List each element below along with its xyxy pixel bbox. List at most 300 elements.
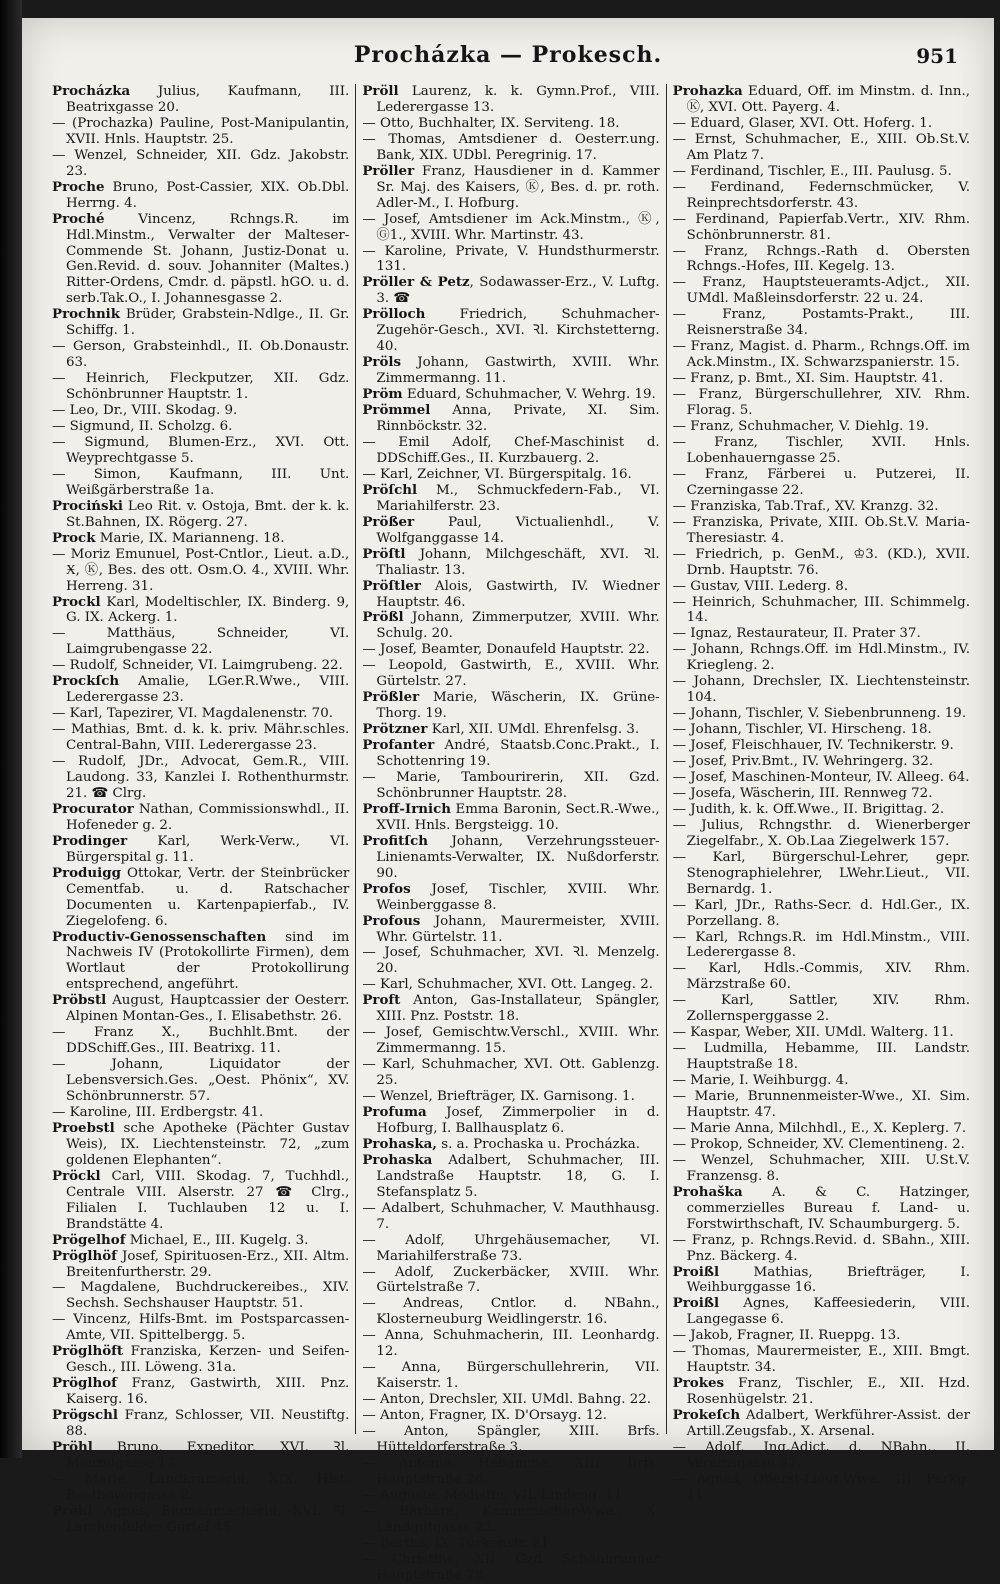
- entry-text: — Ferdinand, Papierfab.Vertr., XIV. Rhm. Schönbrunnerstr. 81.: [672, 211, 970, 243]
- directory-entry: [673, 579, 970, 595]
- entry-text: — Josef, Fleischhauer, IV. Technikerstr. 9.: [672, 738, 954, 754]
- entry-surname: Procházka: [52, 83, 131, 99]
- page-header: [22, 40, 994, 80]
- directory-entry: [52, 339, 349, 371]
- entry-surname: Profous: [362, 912, 421, 929]
- entry-text: Agnes, Kaffeesiederin, VIII. Langegasse 6.: [686, 1296, 970, 1328]
- directory-entry: [362, 1392, 659, 1408]
- directory-entry: [362, 993, 659, 1025]
- entry-text: — Franziska, Private, XIII. Ob.St.V. Maria-Theresiastr. 4.: [672, 514, 970, 546]
- entry-surname: Produigg: [52, 864, 121, 881]
- directory-entry: [52, 547, 349, 595]
- directory-entry: [52, 467, 349, 499]
- directory-entry: [673, 1296, 970, 1328]
- entry-surname: Prohaška: [672, 1183, 743, 1200]
- entry-text: — Marie, Landkrämerin, XIX. Hlst. Beethovengasse 2.: [52, 1471, 350, 1503]
- directory-entry: [362, 1025, 659, 1057]
- directory-entry: [52, 1025, 349, 1057]
- entry-text: Johann, Zimmerputzer, XVIII. Whr. Schulg. 20.: [376, 610, 660, 642]
- directory-entry: [362, 658, 659, 690]
- entry-text: Franziska, Kerzen- und Seifen-Gesch., III. Löweng. 31a.: [66, 1344, 350, 1376]
- entry-surname: Profanter: [362, 737, 435, 754]
- entry-text: Emma Baronin, Sect.R.-Wwe., XVII. Hnls. Bergsteigg. 10.: [376, 801, 660, 833]
- directory-entry: [52, 116, 349, 148]
- entry-surname: Pröhl: [52, 1439, 93, 1456]
- directory-entry: [362, 515, 659, 547]
- entry-text: — Sigmund, II. Scholzg. 6.: [52, 419, 233, 435]
- directory-entry: [362, 1424, 659, 1456]
- entry-text: — Friedrich, p. GenM., ♔3. (KD.), XVII. Drnb. Hauptstr. 76.: [672, 546, 970, 578]
- entry-text: Ottokar, Vertr. der Steinbrücker Cementfab. u. d. Ratschacher Documenten u. Kartenpapierfab., IV. Ziegelofeng. 6.: [66, 865, 350, 929]
- entry-text: Michael, E., III. Kugelg. 3.: [125, 1232, 309, 1248]
- directory-entry: [362, 387, 659, 403]
- directory-entry: [52, 1233, 349, 1249]
- entry-text: — Franz X., Buchhlt.Bmt. der DDSchiff.Ges., III. Beatrixg. 11.: [52, 1025, 350, 1057]
- directory-entry: [673, 626, 970, 642]
- entry-surname: Productiv-Genossenschaften: [52, 928, 267, 945]
- directory-entry: [673, 307, 970, 339]
- entry-text: — Josef, Priv.Bmt., IV. Wehringerg. 32.: [672, 754, 934, 770]
- directory-entry: [673, 898, 970, 930]
- entry-text: Franz, Schlosser, VII. Neustiftg. 88.: [66, 1408, 350, 1440]
- entry-text: — Karl, Schuhmacher, XVI. Ott. Langeg. 2.: [362, 977, 653, 993]
- entry-text: Alois, Gastwirth, IV. Wiedner Hauptstr. 46.: [376, 578, 660, 610]
- entry-text: — Adolf, Zuckerbäcker, XVIII. Whr. Gürtelstraße 7.: [362, 1264, 660, 1296]
- entry-surname: Proft: [362, 992, 401, 1009]
- directory-entry: [362, 307, 659, 355]
- entry-text: — Franz, p. Bmt., XI. Sim. Hauptstr. 41.: [672, 371, 944, 387]
- directory-entry: [673, 1137, 970, 1153]
- directory-entry: [362, 1153, 659, 1201]
- entry-surname: Prötzner: [362, 721, 428, 738]
- entry-text: — Magdalene, Buchdruckereibes., XIV. Sechsh. Sechshauser Hauptstr. 51.: [52, 1280, 350, 1312]
- entry-surname: Pröls: [362, 354, 402, 371]
- directory-entry: [52, 722, 349, 754]
- entry-text: Carl, VIII. Skodag. 7, Tuchhdl., Centrale VIII. Alserstr. 27 ☎ Clrg., Filialen I. Tuchlauben 12 u. I. Brandstätte 4.: [66, 1168, 350, 1232]
- page-number: 951: [916, 44, 958, 68]
- entry-text: — Marie Anna, Milchhdl., E., X. Keplerg. 7.: [672, 1120, 967, 1136]
- directory-entry: [52, 419, 349, 435]
- directory-entry: [52, 1105, 349, 1121]
- entry-text: — Karl, Hdls.-Commis, XIV. Rhm. Märzstraße 60.: [672, 961, 970, 993]
- entry-surname: Prock: [52, 529, 96, 546]
- directory-entry: [362, 1488, 659, 1504]
- entry-text: M., Schmuckfedern-Fab., VI. Mariahilferstr. 23.: [376, 482, 660, 514]
- entry-surname: Prölloch: [362, 306, 426, 323]
- directory-entry: [52, 1472, 349, 1504]
- directory-entry: [362, 132, 659, 164]
- entry-text: — Judith, k. k. Off.Wwe., II. Brigittag. 2.: [672, 801, 945, 817]
- entry-text: — Marie, Brunnenmeister-Wwe., XI. Sim. Hauptstr. 47.: [672, 1089, 970, 1120]
- entry-text: — Marie, I. Weihburgg. 4.: [672, 1073, 849, 1089]
- entry-text: — Ferdinand, Tischler, E., III. Paulusg. 5.: [672, 163, 952, 179]
- entry-text: sche Apotheke (Pächter Gustav Weis), IX. Liechtensteinstr. 72, „zum goldenen Elephanten“.: [66, 1120, 350, 1168]
- entry-text: — Moriz Emunuel, Post-Cntlor., Lieut. a.D., Ӿ, Ⓚ, Bes. des ott. Osm.O. 4., XVIII. Whr. Herreng. 31.: [52, 546, 350, 594]
- entry-text: — Karoline, Private, V. Hundsthurmerstr. 131.: [362, 243, 660, 275]
- entry-text: — Emil Adolf, Chef-Maschinist d. DDSchiff.Ges., II. Kurzbauerg. 2.: [362, 434, 660, 466]
- directory-entry: [52, 180, 349, 212]
- entry-text: Adalbert, Schuhmacher, III. Landstraße Hauptstr. 18, G. I. Stefansplatz 5.: [376, 1152, 660, 1200]
- directory-entry: [673, 1440, 970, 1472]
- directory-entry: [52, 1376, 349, 1408]
- entry-text: August, Hauptcassier der Oesterr. Alpinen Montan-Ges., I. Elisabethstr. 26.: [66, 993, 350, 1025]
- entry-surname: Prößler: [362, 689, 420, 706]
- directory-entry: [52, 499, 349, 531]
- entry-text: Josef, Tischler, XVIII. Whr. Weinberggasse 8.: [376, 881, 660, 913]
- entry-surname: Prokeſch: [672, 1407, 741, 1424]
- directory-entry: [52, 148, 349, 180]
- directory-entry: [52, 802, 349, 834]
- entry-text: — Josef, Schuhmacher, XVI. Ꝛl. Menzelg. 20.: [362, 945, 660, 977]
- directory-entry: [362, 435, 659, 467]
- entry-text: Vincenz, Rchngs.R. im Hdl.Minstm., Verwalter der Malteser-Commende St. Johann, Justiz-Donat u. Gen.Revid. d. souv. Johanniter (Maltes.) Ritter-Ordens, Cmdr. d. päpstl. hGO. u. d. serb.Tak.O., I. Johannesgasse 2.: [66, 211, 350, 307]
- entry-text: — Ludmilla, Hebamme, III. Landstr. Hauptstraße 18.: [672, 1041, 970, 1073]
- directory-entry: [362, 690, 659, 722]
- directory-entry: [362, 1057, 659, 1089]
- directory-entry: [362, 84, 659, 116]
- directory-entry: [673, 339, 970, 371]
- directory-entry: [362, 1328, 659, 1360]
- entry-text: — Franz, Hauptsteueramts-Adjct., XII. UMdl. Maßleinsdorferstr. 22 u. 24.: [672, 275, 970, 307]
- directory-entry: [673, 515, 970, 547]
- entry-text: — Karl, JDr., Raths-Secr. d. Hdl.Ger., IX. Porzellang. 8.: [672, 897, 970, 929]
- entry-text: Brüder, Grabstein-Ndlge., II. Gr. Schiffg. 1.: [66, 307, 350, 339]
- entry-surname: Pröm: [362, 386, 403, 403]
- directory-entry: [362, 1137, 659, 1153]
- directory-entry: [362, 467, 659, 483]
- entry-text: — Christine, XII. Gzd. Schönbrunner Hauptstraße 78.: [362, 1551, 660, 1583]
- entry-text: — Leo, Dr., VIII. Skodag. 9.: [52, 403, 238, 419]
- entry-surname: Prokes: [672, 1375, 725, 1392]
- entry-text: — Karoline, III. Erdbergstr. 41.: [52, 1105, 264, 1120]
- directory-entry: [52, 1312, 349, 1344]
- entry-text: sind im Nachweis IV (Protokollirte Firmen), dem Wortlaut der Protokollirung entsprechend, angeführt.: [66, 929, 350, 993]
- directory-entry: [362, 1408, 659, 1424]
- directory-entry: [673, 387, 970, 419]
- entry-text: — Wenzel, Schneider, XII. Gdz. Jakobstr. 23.: [52, 147, 350, 179]
- entry-text: André, Staatsb.Conc.Prakt., I. Schottenring 19.: [376, 738, 660, 770]
- entry-text: Josef, Zimmerpolier in d. Hofburg, I. Ballhausplatz 6.: [376, 1105, 660, 1136]
- entry-text: Bruno, Post-Cassier, XIX. Ob.Dbl. Herrng. 4.: [66, 179, 350, 211]
- directory-entry: [362, 977, 659, 993]
- directory-entry: [52, 1249, 349, 1281]
- entry-text: — Matthäus, Schneider, VI. Laimgrubengasse 22.: [52, 626, 350, 658]
- entry-text: — Vincenz, Hilfs-Bmt. im Postsparcassen-Amte, VII. Spittelbergg. 5.: [52, 1312, 350, 1344]
- entry-surname: Pröglhöft: [52, 1343, 124, 1360]
- directory-entry: [362, 882, 659, 914]
- entry-surname: Prohaska,: [362, 1135, 437, 1152]
- entry-surname: Pröſtl: [362, 545, 406, 562]
- entry-text: Leo Rit. v. Ostoja, Bmt. der k. k. St.Bahnen, IX. Rögerg. 27.: [66, 498, 350, 530]
- entry-text: Karl, Werk-Verw., VI. Bürgerspital g. 11.: [66, 833, 350, 865]
- entry-text: — Karl, Tapezirer, VI. Magdalenenstr. 70.: [52, 706, 333, 722]
- entry-text: Laurenz, k. k. Gymn.Prof., VIII. Lederergasse 13.: [376, 84, 660, 115]
- directory-entry: [673, 419, 970, 435]
- entry-text: — Anton, Spängler, XIII. Brfs. Hütteldorferstraße 3.: [362, 1424, 660, 1456]
- directory-columns: [46, 83, 976, 1583]
- directory-entry: [673, 244, 970, 276]
- directory-entry: [52, 595, 349, 627]
- directory-entry: [52, 866, 349, 930]
- directory-entry: [52, 435, 349, 467]
- entry-text: Bruno, Expeditor, XVI. Ꝛl. Menzelgasse 17.: [66, 1440, 350, 1471]
- directory-entry: [673, 467, 970, 499]
- entry-surname: Pröglhof: [52, 1375, 117, 1392]
- directory-entry: [673, 961, 970, 993]
- directory-entry: [362, 1089, 659, 1105]
- entry-text: — Wenzel, Briefträger, IX. Garnisong. 1.: [362, 1089, 635, 1105]
- directory-entry: [673, 435, 970, 467]
- entry-text: — Anton, Drechsler, XII. UMdl. Bahng. 22.: [362, 1392, 651, 1408]
- entry-text: , Sodawasser-Erz., V. Luftg. 3. ☎: [376, 275, 660, 307]
- entry-text: — Josefa, Wäscherin, III. Rennweg 72.: [672, 785, 933, 801]
- entry-text: — Heinrich, Schuhmacher, III. Schimmelg. 14.: [672, 594, 970, 626]
- entry-text: — Franz, Magist. d. Pharm., Rchngs.Off. im Ack.Minstm., IX. Schwarzspanierstr. 15.: [672, 339, 970, 371]
- entry-text: — Agnes, Oberst-Lieut.Wwe., III. Parkg. 11.: [672, 1471, 970, 1503]
- directory-entry: [673, 1408, 970, 1440]
- entry-text: — Anton, Fragner, IX. D'Orsayg. 12.: [362, 1408, 608, 1424]
- directory-entry: [673, 1041, 970, 1073]
- column-middle: [355, 83, 665, 1583]
- entry-text: Johann, Milchgeschäft, XVI. Ꝛl. Thaliastr. 13.: [376, 546, 660, 578]
- entry-text: — Leopold, Gastwirth, E., XVIII. Whr. Gürtelstr. 27.: [362, 658, 660, 690]
- entry-surname: Pröckl: [52, 1167, 101, 1184]
- entry-text: s. a. Prochaska u. Procházka.: [436, 1136, 641, 1152]
- entry-text: — Gustav, VIII. Lederg. 8.: [672, 578, 848, 594]
- directory-entry: [673, 499, 970, 515]
- directory-entry: [362, 738, 659, 770]
- entry-surname: Prögschl: [52, 1407, 118, 1424]
- entry-surname: Prößer: [362, 513, 415, 530]
- directory-entry: [673, 164, 970, 180]
- entry-text: — Franz, Postamts-Prakt., III. Reisnerstraße 34.: [672, 307, 970, 339]
- directory-entry: [673, 1344, 970, 1376]
- entry-text: — Karl, Rchngs.R. im Hdl.Minstm., VIII. Lederergasse 8.: [672, 929, 970, 961]
- entry-surname: Pröſchl: [362, 481, 418, 498]
- entry-text: — Julius, Rchngsthr. d. Wienerberger Ziegelfabr., X. Ob.Laa Ziegelwerk 157.: [672, 817, 970, 849]
- entry-text: — Eduard, Glaser, XVI. Ott. Hoferg. 1.: [672, 115, 933, 131]
- entry-text: — Anna, Bürgerschullehrerin, VII. Kaiserstr. 1.: [362, 1360, 660, 1392]
- directory-entry: [52, 531, 349, 547]
- entry-text: — Josef, Amtsdiener im Ack.Minstm., Ⓚ, Ⓖ1., XVIII. Whr. Martinstr. 43.: [362, 211, 660, 243]
- entry-surname: Pröller: [362, 162, 415, 179]
- directory-entry: [52, 307, 349, 339]
- entry-surname: Prochnik: [52, 306, 121, 323]
- directory-entry: [52, 993, 349, 1025]
- entry-text: Mathias, Briefträger, I. Weihburggasse 16.: [686, 1264, 970, 1296]
- directory-entry: [362, 212, 659, 244]
- directory-entry: [673, 180, 970, 212]
- directory-entry: [52, 1169, 349, 1233]
- directory-entry: [362, 579, 659, 611]
- directory-entry: [673, 818, 970, 850]
- directory-entry: [52, 1504, 349, 1536]
- directory-entry: [362, 914, 659, 946]
- directory-entry: [362, 483, 659, 515]
- entry-text: — Sigmund, Blumen-Erz., XVI. Ott. Weyprechtgasse 5.: [52, 434, 350, 466]
- entry-text: Friedrich, Schuhmacher-Zugehör-Gesch., XVI. Ꝛl. Kirchstetterng. 40.: [376, 307, 660, 355]
- entry-text: — Otto, Buchhalter, IX. Serviteng. 18.: [362, 115, 620, 131]
- entry-surname: Pröller & Petz: [362, 274, 470, 291]
- directory-entry: [362, 547, 659, 579]
- entry-text: Karl, XII. UMdl. Ehrenfelsg. 3.: [427, 722, 640, 738]
- entry-surname: Proißl: [672, 1263, 720, 1280]
- directory-entry: [52, 1440, 349, 1472]
- directory-entry: [362, 945, 659, 977]
- directory-entry: [362, 275, 659, 307]
- entry-text: — Bertha, IX. Türkenstr. 21.: [362, 1535, 554, 1551]
- directory-entry: [673, 371, 970, 387]
- entry-text: — Barbara, Kammmacher-Wwe., X. Landgutgasse 22.: [362, 1503, 660, 1535]
- entry-text: — Josef, Gemischtw.Verschl., XVIII. Whr. Zimmermanng. 15.: [362, 1025, 660, 1057]
- entry-text: Adalbert, Werkführer-Assist. der Artill.Zeugsfab., X. Arsenal.: [686, 1408, 970, 1440]
- directory-entry: [673, 1185, 970, 1233]
- entry-text: Karl, Modeltischler, IX. Binderg. 9, G. IX. Ackerg. 1.: [66, 594, 350, 626]
- entry-surname: Prodinger: [52, 832, 128, 849]
- directory-entry: [673, 547, 970, 579]
- entry-text: — Wenzel, Schuhmacher, XIII. U.St.V. Franzensg. 8.: [672, 1152, 970, 1184]
- entry-text: — Anna, Schuhmacherin, III. Leonhardg. 12.: [362, 1328, 660, 1360]
- entry-surname: Proff-Irnich: [362, 800, 451, 817]
- directory-entry: [52, 930, 349, 994]
- entry-text: — Johann, Drechsler, IX. Liechtensteinstr. 104.: [672, 674, 970, 706]
- entry-surname: Prömmel: [362, 402, 431, 419]
- entry-text: — Adolf, Uhrgehäusemacher, VI. Mariahilferstraße 73.: [362, 1232, 660, 1264]
- entry-text: — Marie, Tambourirerin, XII. Gzd. Schönbrunner Hauptstr. 28.: [362, 769, 660, 801]
- directory-entry: [673, 1089, 970, 1121]
- directory-entry: [52, 1280, 349, 1312]
- directory-entry: [362, 802, 659, 834]
- directory-entry: [673, 642, 970, 674]
- directory-entry: [673, 722, 970, 738]
- directory-entry: [673, 674, 970, 706]
- directory-entry: [362, 355, 659, 387]
- entry-text: — Johann, Rchngs.Off. im Hdl.Minstm., IV. Kriegleng. 2.: [672, 642, 970, 674]
- directory-entry: [362, 834, 659, 882]
- directory-page: [22, 18, 994, 1583]
- entry-surname: Profitſch: [362, 832, 428, 849]
- directory-entry: [52, 371, 349, 403]
- directory-entry: [362, 1105, 659, 1137]
- directory-entry: [52, 1057, 349, 1105]
- entry-text: Franz, Gastwirth, XIII. Pnz. Kaiserg. 16.: [66, 1376, 350, 1408]
- entry-surname: Prockſch: [52, 673, 120, 690]
- directory-entry: [673, 84, 970, 116]
- entry-surname: Prökl: [52, 1502, 93, 1519]
- entry-surname: Prociński: [52, 497, 123, 514]
- entry-text: — Ignaz, Restaurateur, II. Prater 37.: [672, 626, 921, 642]
- page-title: Procházka — Prokesch.: [353, 42, 663, 68]
- directory-entry: [362, 1504, 659, 1536]
- entry-text: — Rudolf, JDr., Advocat, Gem.R., VIII. Laudong. 33, Kanzlei I. Rothenthurmstr. 21. ☎ Clrg.: [52, 754, 350, 801]
- entry-text: — Franz, Tischler, XVII. Hnls. Lobenhauerngasse 25.: [672, 434, 970, 466]
- entry-text: — Karl, Sattler, XIV. Rhm. Zollernsperggasse 2.: [672, 993, 970, 1025]
- entry-text: Nathan, Commissionswhdl., II. Hofeneder g. 2.: [66, 801, 350, 833]
- directory-entry: [362, 610, 659, 642]
- directory-entry: [52, 706, 349, 722]
- directory-entry: [52, 1408, 349, 1440]
- directory-entry: [673, 786, 970, 802]
- entry-surname: Proißl: [672, 1295, 720, 1312]
- entry-surname: Pröbstl: [52, 992, 107, 1009]
- entry-surname: Prockl: [52, 593, 101, 610]
- directory-entry: [673, 1328, 970, 1344]
- directory-entry: [52, 1344, 349, 1376]
- entry-surname: Prohaska: [362, 1151, 433, 1168]
- entry-text: — Ernst, Schuhmacher, E., XIII. Ob.St.V. Am Platz 7.: [672, 131, 970, 163]
- directory-entry: [673, 1153, 970, 1185]
- entry-text: — Josef, Beamter, Donaufeld Hauptstr. 22.: [362, 642, 650, 658]
- directory-entry: [362, 770, 659, 802]
- entry-text: — Gerson, Grabsteinhdl., II. Ob.Donaustr. 63.: [52, 339, 350, 371]
- directory-entry: [362, 722, 659, 738]
- directory-entry: [673, 802, 970, 818]
- directory-entry: [52, 834, 349, 866]
- entry-text: Josef, Spirituosen-Erz., XII. Altm. Breitenfurtherstr. 29.: [66, 1248, 350, 1280]
- entry-text: Marie, Wäscherin, IX. Grüne-Thorg. 19.: [376, 690, 660, 722]
- entry-surname: Prößl: [362, 609, 404, 626]
- entry-text: — Franz, p. Rchngs.Revid. d. SBahn., XIII. Pnz. Bäckerg. 4.: [672, 1232, 970, 1264]
- entry-text: — Auguste, Modistin, VII. Lindeng. 11.: [362, 1487, 627, 1503]
- directory-entry: [362, 1233, 659, 1265]
- entry-text: — Ferdinand, Federnschmücker, V. Reinprechtsdorferstr. 43.: [672, 179, 970, 211]
- entry-text: — Antonie, Hebamme, XIII. Brfs. Hauptstraße 26.: [362, 1455, 660, 1487]
- entry-text: — Karl, Schuhmacher, XVI. Ott. Gablenzg. 25.: [362, 1057, 660, 1089]
- directory-entry: [52, 212, 349, 308]
- entry-text: — Heinrich, Fleckputzer, XII. Gdz. Schönbrunner Hauptstr. 1.: [52, 371, 350, 403]
- entry-text: — Franz, Rchngs.-Rath d. Obersten Rchngs.-Hofes, III. Kegelg. 13.: [672, 243, 970, 275]
- entry-surname: Proebstl: [52, 1119, 115, 1136]
- entry-text: — Prokop, Schneider, XV. Clementineng. 2.: [672, 1136, 965, 1152]
- column-left: [46, 83, 355, 1535]
- directory-entry: [52, 84, 349, 116]
- entry-text: — Mathias, Bmt. d. k. k. priv. Mähr.schles. Central-Bahn, VIII. Lederergasse 23.: [52, 722, 350, 754]
- entry-text: Amalie, LGer.R.Wwe., VIII. Lederergasse 23.: [66, 674, 350, 706]
- entry-surname: Prögelhof: [52, 1231, 126, 1248]
- directory-entry: [362, 1456, 659, 1488]
- entry-text: Franz, Tischler, E., XII. Hzd. Rosenhügelstr. 21.: [686, 1376, 970, 1408]
- directory-entry: [673, 1025, 970, 1041]
- entry-text: — Johann, Liquidator der Lebensversich.Ges. „Oest. Phönix“, XV. Schönbrunnerstr. 57.: [52, 1057, 350, 1105]
- entry-surname: Pröſtler: [362, 577, 421, 594]
- directory-entry: [673, 1376, 970, 1408]
- directory-entry: [362, 1265, 659, 1297]
- entry-text: Marie, IX. Marianneng. 18.: [95, 530, 285, 546]
- entry-text: Paul, Victualienhdl., V. Wolfganggasse 14.: [376, 514, 660, 546]
- directory-entry: [673, 738, 970, 754]
- entry-text: — (Prochazka) Pauline, Post-Manipulantin, XVII. Hnls. Hauptstr. 25.: [52, 115, 350, 147]
- directory-entry: [362, 116, 659, 132]
- entry-text: Eduard, Schuhmacher, V. Wehrg. 19.: [402, 387, 656, 403]
- entry-text: Johann, Verzehrungssteuer-Linienamts-Verwalter, IX. Nußdorferstr. 90.: [376, 833, 660, 881]
- directory-entry: [673, 770, 970, 786]
- directory-entry: [673, 754, 970, 770]
- entry-text: — Adalbert, Schuhmacher, V. Mauthhausg. 7.: [362, 1200, 660, 1232]
- entry-text: — Rudolf, Schneider, VI. Laimgrubeng. 22.: [52, 658, 343, 674]
- directory-entry: [673, 1472, 970, 1504]
- entry-text: Anton, Gas-Installateur, Spängler, XIII. Pnz. Poststr. 18.: [376, 993, 660, 1025]
- directory-entry: [52, 754, 349, 802]
- directory-entry: [52, 1121, 349, 1169]
- entry-surname: Proché: [52, 210, 105, 227]
- directory-entry: [362, 1360, 659, 1392]
- entry-surname: Procurator: [52, 800, 134, 817]
- entry-text: — Johann, Tischler, V. Siebenbrunneng. 19.: [672, 706, 967, 722]
- entry-text: — Johann, Tischler, VI. Hirscheng. 18.: [672, 722, 932, 738]
- directory-entry: [673, 116, 970, 132]
- directory-entry: [52, 626, 349, 658]
- entry-text: — Thomas, Maurermeister, E., XIII. Bmgt. Hauptstr. 34.: [672, 1344, 970, 1376]
